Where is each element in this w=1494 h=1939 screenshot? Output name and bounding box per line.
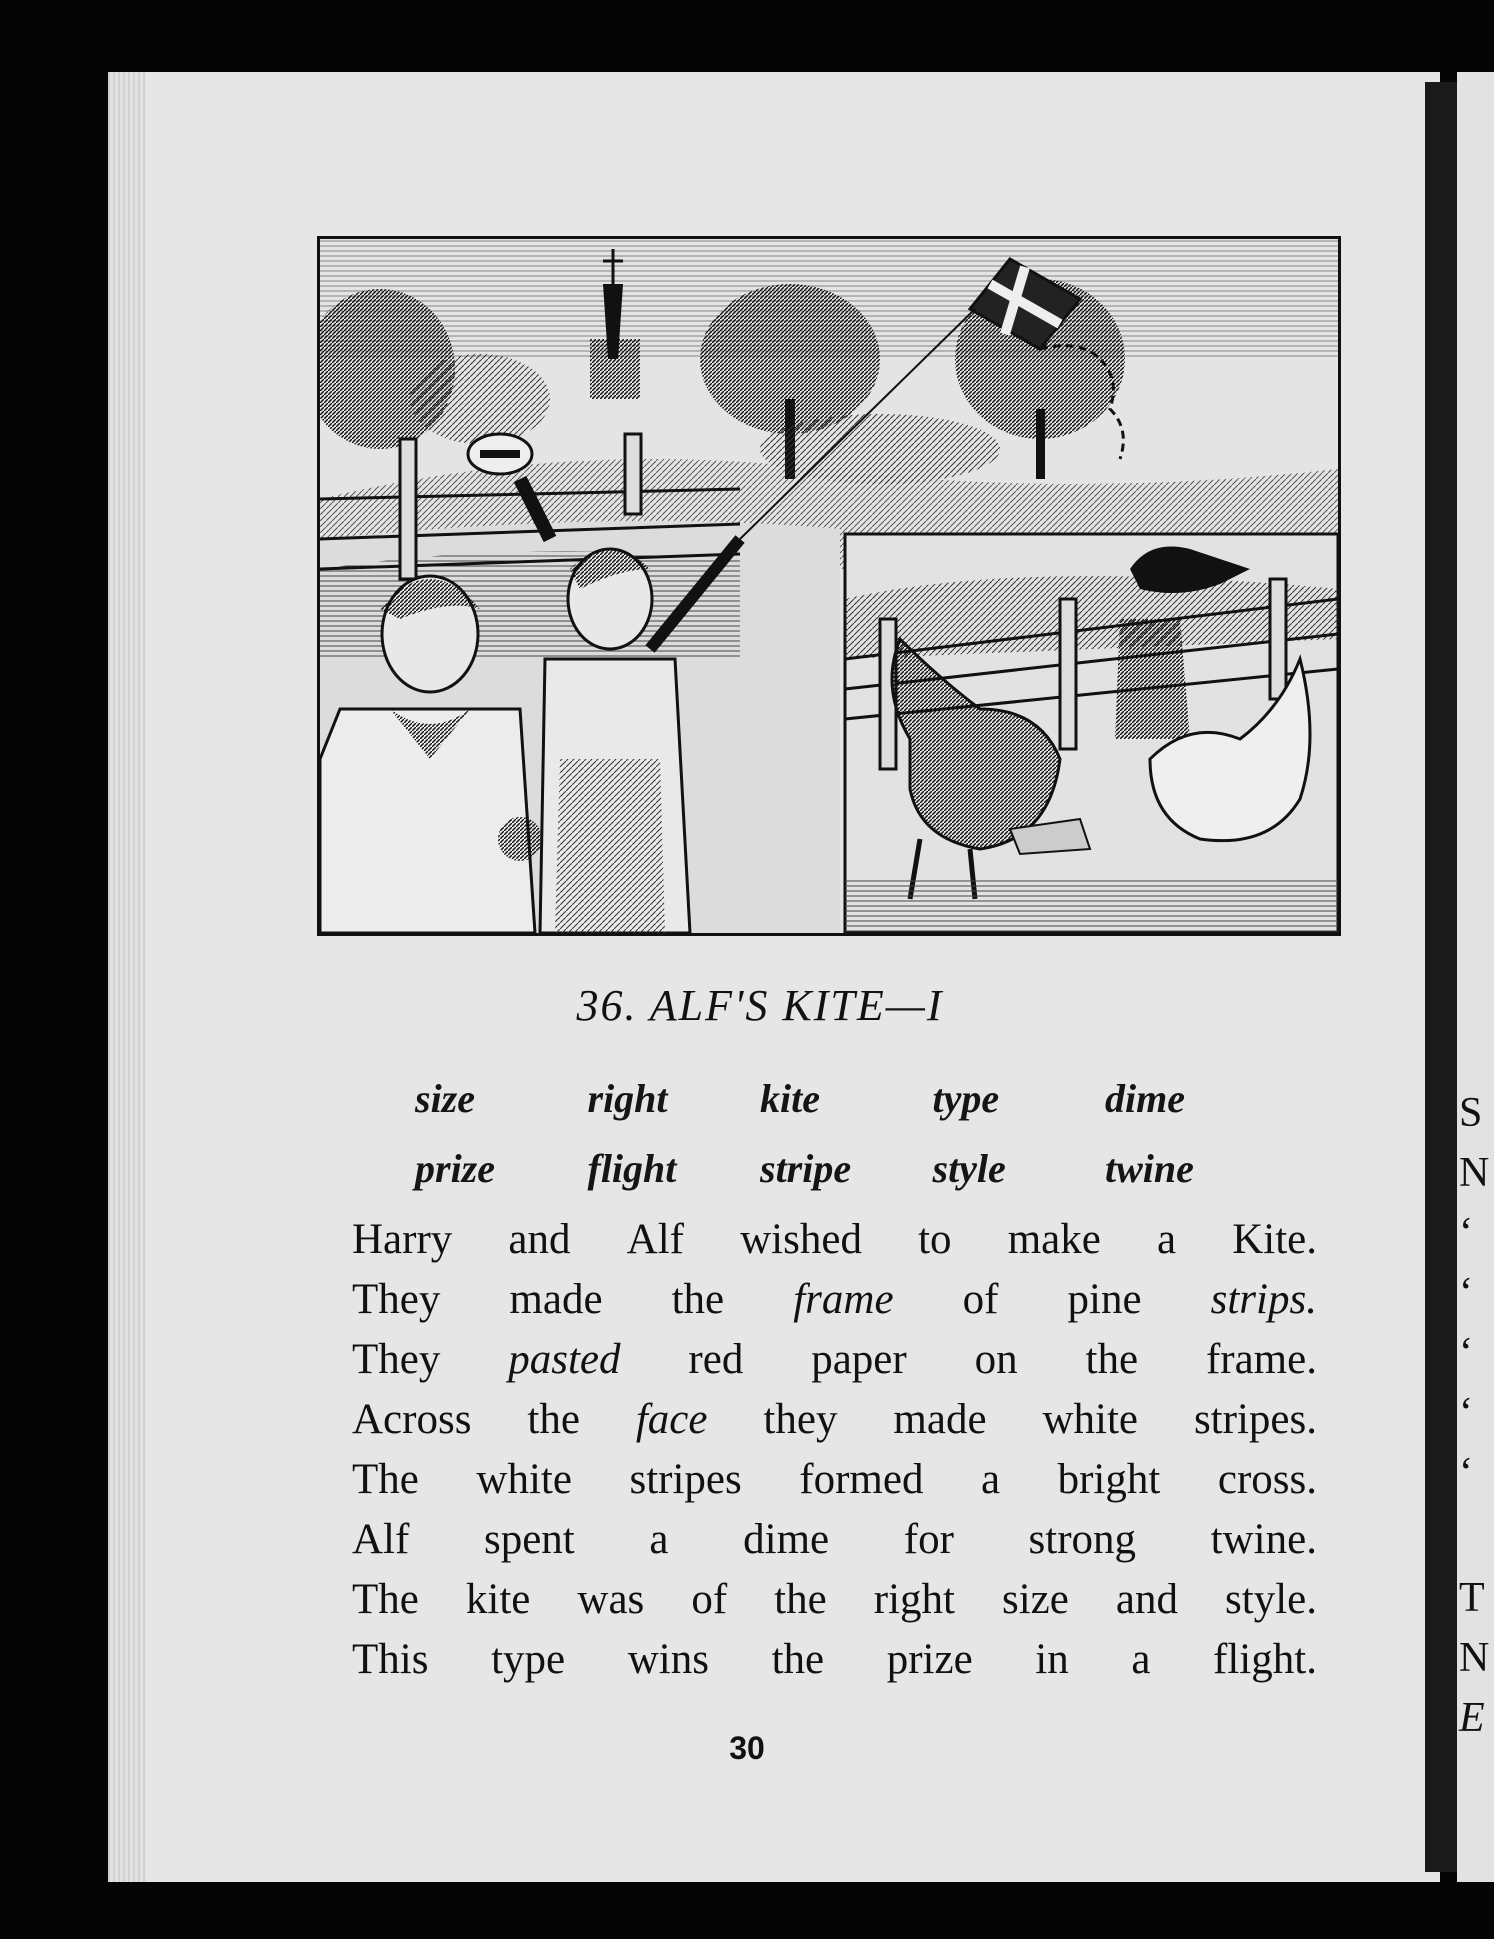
passage-word: dime bbox=[743, 1516, 830, 1563]
facing-glyph: ‘ bbox=[1459, 1270, 1473, 1316]
lesson-title: 36. ALF'S KITE—I bbox=[576, 981, 944, 1030]
vocab-word: style bbox=[932, 1146, 1006, 1191]
vocabulary-row bbox=[415, 1075, 1275, 1122]
passage-word: The bbox=[352, 1576, 419, 1623]
passage-line bbox=[352, 1390, 1317, 1450]
passage-line bbox=[352, 1630, 1317, 1690]
passage-word: strips. bbox=[1210, 1276, 1317, 1323]
vocab-word: type bbox=[932, 1076, 1000, 1121]
passage-word: face bbox=[635, 1396, 708, 1443]
vocabulary-row bbox=[415, 1145, 1275, 1192]
passage-word: frame. bbox=[1205, 1336, 1317, 1383]
passage-word: wins bbox=[627, 1636, 709, 1683]
passage-word: Alf bbox=[626, 1216, 684, 1263]
passage-word: style. bbox=[1225, 1576, 1317, 1623]
vocab-word: dime bbox=[1105, 1076, 1185, 1121]
passage-word: red bbox=[688, 1336, 744, 1383]
facing-glyph: E bbox=[1459, 1695, 1485, 1741]
lesson-illustration bbox=[317, 236, 1341, 936]
passage-word: Alf bbox=[352, 1516, 410, 1563]
vocab-word: prize bbox=[415, 1146, 495, 1191]
passage-word: made bbox=[509, 1276, 603, 1323]
passage-word: the bbox=[774, 1576, 827, 1623]
passage-word: and bbox=[508, 1216, 571, 1263]
passage-word: in bbox=[1035, 1636, 1069, 1683]
facing-glyph: T bbox=[1459, 1575, 1485, 1621]
passage-word: pine bbox=[1067, 1276, 1142, 1323]
kite-scene-drawing bbox=[320, 239, 1338, 933]
passage-word: made bbox=[893, 1396, 987, 1443]
passage-word: bright bbox=[1057, 1456, 1161, 1503]
lesson-passage bbox=[352, 1210, 1317, 1690]
passage-word: right bbox=[873, 1576, 955, 1623]
facing-page-edge bbox=[1457, 72, 1494, 1882]
inset-roosters-panel bbox=[845, 534, 1338, 933]
passage-word: make bbox=[1007, 1216, 1101, 1263]
facing-glyph: ‘ bbox=[1459, 1210, 1473, 1256]
passage-line bbox=[352, 1450, 1317, 1510]
passage-word: the bbox=[527, 1396, 580, 1443]
vocab-word: stripe bbox=[760, 1146, 852, 1191]
passage-word: a bbox=[1156, 1216, 1177, 1263]
passage-word: for bbox=[903, 1516, 954, 1563]
passage-word: Harry bbox=[352, 1216, 453, 1263]
passage-word: stripes bbox=[629, 1456, 742, 1503]
passage-word: twine. bbox=[1210, 1516, 1317, 1563]
facing-glyph: N bbox=[1459, 1150, 1490, 1196]
passage-word: they bbox=[763, 1396, 838, 1443]
facing-glyph: ‘ bbox=[1459, 1450, 1473, 1496]
passage-word: paper bbox=[811, 1336, 907, 1383]
passage-word: a bbox=[1131, 1636, 1151, 1683]
passage-word: a bbox=[649, 1516, 669, 1563]
vocab-word: size bbox=[415, 1076, 475, 1121]
passage-word: pasted bbox=[508, 1336, 621, 1383]
passage-word: kite bbox=[465, 1576, 531, 1623]
passage-word: size bbox=[1002, 1576, 1069, 1623]
passage-line bbox=[352, 1270, 1317, 1330]
passage-word: white bbox=[476, 1456, 572, 1503]
passage-word: They bbox=[352, 1336, 441, 1383]
facing-glyph: N bbox=[1459, 1635, 1490, 1681]
page-binding-edge bbox=[108, 72, 146, 1882]
passage-word: formed bbox=[799, 1456, 924, 1503]
passage-line bbox=[352, 1210, 1317, 1270]
passage-word: flight. bbox=[1213, 1636, 1317, 1683]
facing-glyph: ‘ bbox=[1459, 1330, 1473, 1376]
passage-word: the bbox=[1085, 1336, 1139, 1383]
passage-word: frame bbox=[793, 1276, 894, 1323]
facing-glyph: ‘ bbox=[1459, 1390, 1473, 1436]
passage-word: the bbox=[671, 1276, 725, 1323]
vocab-word: right bbox=[587, 1076, 668, 1121]
passage-word: on bbox=[974, 1336, 1018, 1383]
passage-word: They bbox=[352, 1276, 441, 1323]
passage-word: of bbox=[691, 1576, 728, 1623]
passage-word: and bbox=[1115, 1576, 1178, 1623]
page-number: 30 bbox=[729, 1730, 765, 1766]
passage-word: Across bbox=[352, 1396, 472, 1443]
facing-glyph: S bbox=[1459, 1090, 1483, 1136]
passage-line bbox=[352, 1510, 1317, 1570]
passage-word: of bbox=[962, 1276, 999, 1323]
passage-word: the bbox=[771, 1636, 825, 1683]
passage-word: type bbox=[491, 1636, 566, 1683]
passage-line bbox=[352, 1330, 1317, 1390]
passage-word: stripes. bbox=[1193, 1396, 1317, 1443]
passage-word: This bbox=[352, 1636, 429, 1683]
passage-word: wished bbox=[740, 1216, 862, 1263]
vocab-word: twine bbox=[1105, 1146, 1194, 1191]
passage-word: Kite. bbox=[1232, 1216, 1317, 1263]
passage-word: The bbox=[352, 1456, 419, 1503]
passage-word: was bbox=[577, 1576, 645, 1623]
passage-word: prize bbox=[886, 1636, 973, 1683]
passage-line bbox=[352, 1570, 1317, 1630]
vocab-word: kite bbox=[760, 1076, 820, 1121]
passage-word: to bbox=[918, 1216, 952, 1263]
passage-word: strong bbox=[1028, 1516, 1137, 1563]
passage-word: spent bbox=[483, 1516, 575, 1563]
passage-word: cross. bbox=[1217, 1456, 1317, 1503]
book-gutter bbox=[1425, 82, 1457, 1872]
vocab-word: flight bbox=[587, 1146, 677, 1191]
passage-word: white bbox=[1042, 1396, 1139, 1443]
passage-word: a bbox=[980, 1456, 1001, 1503]
